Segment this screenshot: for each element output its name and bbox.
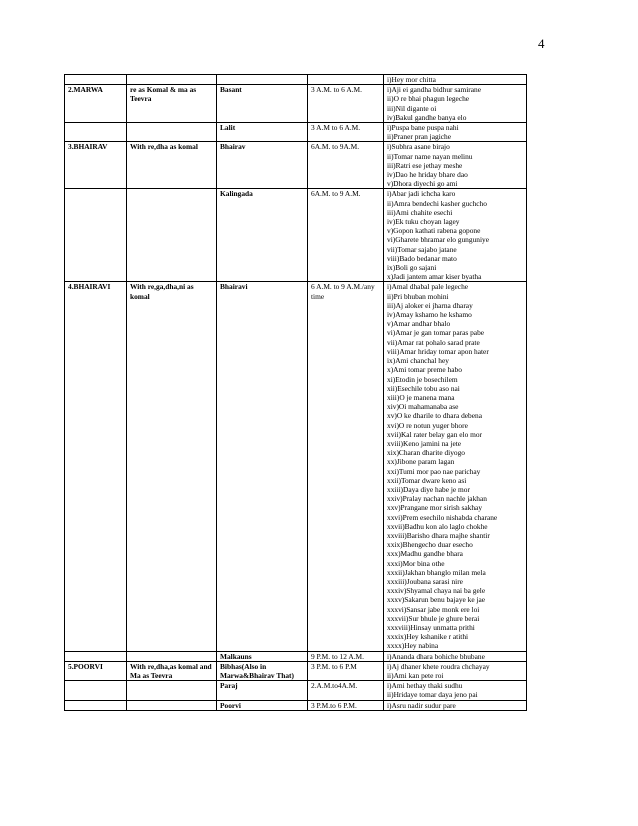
song-title: xiv)Oi mahamanaba ase (387, 402, 459, 412)
song-title: v)Gopon kathati rabena gopone (387, 226, 481, 236)
time-cell: 3 P.M.to 6 P.M. (308, 700, 384, 710)
time-cell (308, 75, 384, 85)
komal-notes-cell (127, 75, 217, 85)
table-row (65, 189, 527, 282)
song-title: x)Jadi jantem amar kiser byatha (387, 272, 482, 282)
songs-cell (384, 85, 527, 123)
songs-cell (384, 75, 527, 85)
time-cell: 6 A.M. to 9 A.M./any time (308, 282, 384, 651)
song-title: vii)Amar rat pohalo sarad prate (387, 337, 480, 347)
song-title: v)Amar andhar bhalo (387, 319, 451, 329)
song-title: i)Aj dhaner khete roudra chchayay (387, 661, 490, 671)
song-title: viii)Amar hriday tomar apon hater (387, 346, 489, 356)
raga-cell: Malkauns (217, 651, 308, 661)
thaat-cell (65, 123, 127, 142)
song-title: ix)Ami chanchal hey (387, 356, 449, 366)
song-title: ii)Tomar name nayan melinu (387, 151, 473, 161)
table-row (65, 75, 527, 85)
song-title: i)Abar jadi ichcha karo (387, 189, 456, 199)
komal-notes-cell: With re,dha,as komal and Ma as Teevra (127, 661, 217, 680)
song-title: xxxx)Hey nabina (387, 641, 439, 651)
raga-table (64, 74, 527, 711)
raga-cell (217, 75, 308, 85)
songs-cell (384, 681, 527, 700)
songs-cell (384, 661, 527, 680)
time-cell: 2.A.M.to4A.M. (308, 681, 384, 700)
song-title: i)Hey mor chitta (387, 75, 436, 84)
song-title: xvi)O re notun yuger bhore (387, 420, 468, 430)
raga-cell: Basant (217, 85, 308, 123)
song-title: xxx)Madhu gandhe bhara (387, 549, 463, 559)
komal-notes-cell: With re,dha as komal (127, 142, 217, 189)
raga-cell: Bibhas(Also in Marwa&Bhairav That) (217, 661, 308, 680)
song-title: xxxix)Hey kshanike r atithi (387, 632, 469, 642)
song-title: xx)Jibone param lagan (387, 457, 455, 467)
song-title: ii)Ami kan pete roi (387, 671, 444, 680)
song-title: xxxii)Jakhan bhanglo milan mela (387, 567, 486, 577)
komal-notes-cell: With re,ga,dha,ni as komal (127, 282, 217, 651)
thaat-cell: 3.BHAIRAV (65, 142, 127, 189)
raga-cell: Bhairavi (217, 282, 308, 651)
thaat-cell (65, 75, 127, 85)
time-cell: 6A.M. to 9A.M. (308, 142, 384, 189)
song-title: i)Amal dhabal pale legeche (387, 282, 469, 292)
song-title: i)Puspa bane puspa nahi (387, 123, 459, 133)
thaat-cell (65, 700, 127, 710)
song-title: i)Ananda dhara bohiche bhubane (387, 651, 485, 661)
song-title: iii)Ami chahite esechi (387, 207, 453, 217)
song-title: iv)Ek tuku choyan lagey (387, 217, 460, 227)
song-title: ii)Praner pran jagiche (387, 132, 452, 142)
time-cell: 6A.M. to 9 A.M. (308, 189, 384, 282)
song-title: ii)O re bhai phagun legeche (387, 94, 470, 104)
songs-cell (384, 142, 527, 189)
raga-cell: Paraj (217, 681, 308, 700)
song-title: x)Ami tomar preme habo (387, 365, 462, 375)
song-title: vi)Amar je gan tomar paras pabe (387, 328, 485, 338)
thaat-cell: 2.MARWA (65, 85, 127, 123)
komal-notes-cell (127, 651, 217, 661)
raga-cell: Lalit (217, 123, 308, 142)
song-title: vi)Gharete bhramar elo gunguniye (387, 235, 489, 245)
song-title: ix)Boli go sajani (387, 263, 437, 273)
song-title: xviii)Keno jamini na jete (387, 438, 462, 448)
song-title: xv)O ke dharile to dhara debena (387, 411, 483, 421)
song-title: i)Asru nadir sudur pare (387, 700, 456, 710)
song-title: iii)Nil digante oi (387, 103, 437, 113)
song-title: xxiii)Daya diye habe je mor (387, 484, 470, 494)
table-row (65, 681, 527, 700)
thaat-cell (65, 681, 127, 700)
song-title: xxxiii)Joubana sarasi nire (387, 576, 463, 586)
table-row (65, 85, 527, 123)
time-cell: 3 P.M. to 6 P.M (308, 661, 384, 680)
komal-notes-cell (127, 700, 217, 710)
song-title: v)Dhora diyechi go ami (387, 179, 458, 189)
table-row (65, 661, 527, 680)
song-title: xxvi)Prem esechilo nishabda charane (387, 512, 498, 522)
thaat-cell: 5.POORVI (65, 661, 127, 680)
komal-notes-cell: re as Komal & ma as Teevra (127, 85, 217, 123)
raga-cell: Kalingada (217, 189, 308, 282)
song-title: xxxviii)Hinsay unmatta prithi (387, 622, 475, 632)
song-title: ii)Pri bhuban mohini (387, 291, 449, 301)
page-number: 4 (538, 36, 545, 51)
song-title: xix)Charan dharite diyogo (387, 448, 465, 458)
song-title: ii)Amra bendechi kasher guchcho (387, 198, 487, 208)
song-title: xi)Etodin je bosechilem (387, 374, 458, 384)
song-title: iii)Ratri ese jethay meshe (387, 160, 463, 170)
song-title: xxviii)Barisho dhara majhe shantir (387, 530, 490, 540)
song-title: xiii)O je manena mana (387, 392, 455, 402)
song-title: xvii)Kal rater belay gan elo mor (387, 429, 483, 439)
komal-notes-cell (127, 123, 217, 142)
songs-cell (384, 651, 527, 661)
raga-cell: Poorvi (217, 700, 308, 710)
komal-notes-cell (127, 189, 217, 282)
thaat-cell: 4.BHAIRAVI (65, 282, 127, 651)
song-title: xxvii)Badhu kon alo laglo chokhe (387, 521, 488, 531)
song-title: xxxi)Mor bina othe (387, 558, 445, 568)
song-title: xxix)Bhengecho duar esecho (387, 540, 473, 550)
songs-cell (384, 282, 527, 651)
song-title: xxiv)Pralay nachan nachle jakhan (387, 494, 487, 504)
song-title: viii)Bado bedanar mato (387, 253, 457, 263)
time-cell: 3 A.M to 6 A.M. (308, 123, 384, 142)
song-title: xxxiv)Shyamal chaya nai ba gele (387, 586, 486, 596)
song-title: xxv)Prangane mor sirish sakhay (387, 503, 483, 513)
song-title: iv)Amay kshamo he kshamo (387, 310, 472, 320)
song-title: vii)Tomar sajabo jatane (387, 244, 457, 254)
song-title: i)Subhra asane birajo (387, 142, 450, 152)
song-title: xxii)Tomar dware keno asi (387, 475, 467, 485)
song-title: xii)Esechile tobu aso nai (387, 383, 460, 393)
time-cell: 3 A.M. to 6 A.M. (308, 85, 384, 123)
table-row (65, 700, 527, 710)
songs-cell (384, 700, 527, 710)
table-row (65, 651, 527, 661)
song-title: xxi)Tumi mor pao nae parichay (387, 466, 481, 476)
table-row (65, 142, 527, 189)
komal-notes-cell (127, 681, 217, 700)
song-title: xxxv)Sakarun benu bajaye ke jae (387, 595, 486, 605)
thaat-cell (65, 651, 127, 661)
songs-cell (384, 123, 527, 142)
raga-cell: Bhairav (217, 142, 308, 189)
song-title: xxxvi)Sansar jabe monk ere loi (387, 604, 480, 614)
songs-cell (384, 189, 527, 282)
table-row (65, 282, 527, 651)
song-title: i)Ami hethay thaki sudhu (387, 681, 463, 691)
table-row (65, 123, 527, 142)
song-title: iv)Dao he hriday bhare dao (387, 170, 468, 180)
time-cell: 9 P.M. to 12 A.M. (308, 651, 384, 661)
thaat-cell (65, 189, 127, 282)
song-title: iv)Bakul gandhe banya elo (387, 112, 467, 122)
song-title: xxxvii)Sur bhule je ghure berai (387, 613, 480, 623)
song-title: i)Aji ei gandha bidhur samirane (387, 85, 481, 95)
song-title: iii)Aj aloker ei jharna dharay (387, 300, 473, 310)
song-title: ii)Hridaye tomar daya jeno pai (387, 690, 478, 700)
